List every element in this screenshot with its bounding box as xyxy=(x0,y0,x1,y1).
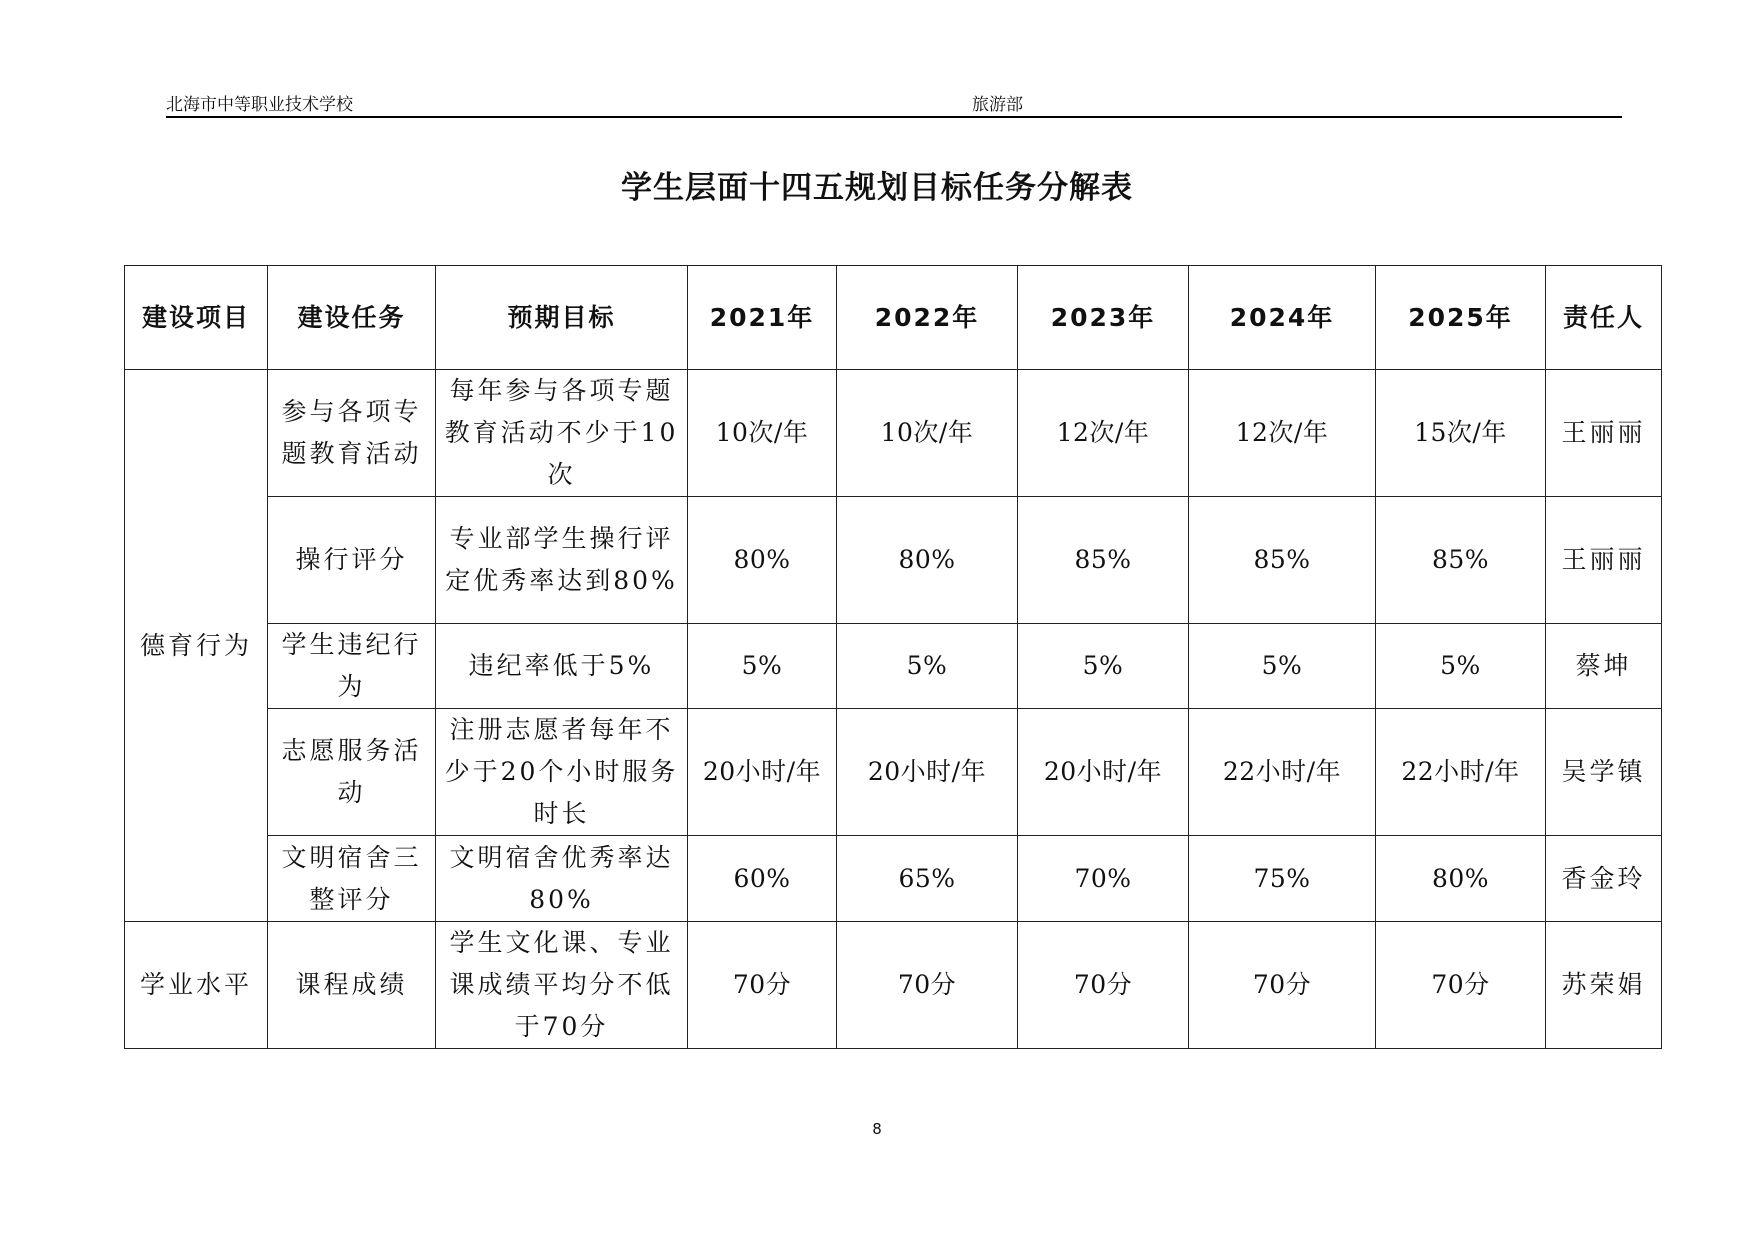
owner-cell: 苏荣娟 xyxy=(1546,922,1662,1049)
goal-cell: 注册志愿者每年不少于20个小时服务时长 xyxy=(436,709,688,836)
year-2021-cell: 10次/年 xyxy=(688,370,837,497)
project-cell: 学业水平 xyxy=(125,922,268,1049)
year-2024-cell: 85% xyxy=(1189,497,1376,624)
year-2024-cell: 12次/年 xyxy=(1189,370,1376,497)
year-2021-cell: 70分 xyxy=(688,922,837,1049)
document-title: 学生层面十四五规划目标任务分解表 xyxy=(621,170,1133,206)
year-2025-cell: 70分 xyxy=(1376,922,1546,1049)
year-2022-cell: 70分 xyxy=(837,922,1018,1049)
goal-cell: 学生文化课、专业课成绩平均分不低于70分 xyxy=(436,922,688,1049)
column-header-owner: 责任人 xyxy=(1546,266,1662,370)
year-2023-cell: 70分 xyxy=(1018,922,1189,1049)
year-2025-cell: 22小时/年 xyxy=(1376,709,1546,836)
year-2022-cell: 10次/年 xyxy=(837,370,1018,497)
task-cell: 参与各项专题教育活动 xyxy=(268,370,436,497)
task-cell: 志愿服务活动 xyxy=(268,709,436,836)
year-2022-cell: 20小时/年 xyxy=(837,709,1018,836)
year-2022-cell: 5% xyxy=(837,624,1018,709)
year-2025-cell: 5% xyxy=(1376,624,1546,709)
table-header-row xyxy=(125,266,1662,370)
page-number: 8 xyxy=(872,1120,882,1138)
table-row xyxy=(125,370,1662,497)
column-header-2024: 2024年 xyxy=(1189,266,1376,370)
year-2021-cell: 20小时/年 xyxy=(688,709,837,836)
year-2023-cell: 70% xyxy=(1018,836,1189,922)
year-2021-cell: 80% xyxy=(688,497,837,624)
goal-cell: 文明宿舍优秀率达80% xyxy=(436,836,688,922)
year-2024-cell: 5% xyxy=(1189,624,1376,709)
task-cell: 操行评分 xyxy=(268,497,436,624)
school-name: 北海市中等职业技术学校 xyxy=(166,95,353,115)
owner-cell: 王丽丽 xyxy=(1546,497,1662,624)
column-header-2021: 2021年 xyxy=(688,266,837,370)
table-row xyxy=(125,624,1662,709)
year-2025-cell: 15次/年 xyxy=(1376,370,1546,497)
task-breakdown-table xyxy=(124,265,1662,1049)
task-cell: 课程成绩 xyxy=(268,922,436,1049)
table-row xyxy=(125,497,1662,624)
year-2025-cell: 85% xyxy=(1376,497,1546,624)
year-2023-cell: 85% xyxy=(1018,497,1189,624)
year-2025-cell: 80% xyxy=(1376,836,1546,922)
column-header-task: 建设任务 xyxy=(268,266,436,370)
page-header xyxy=(166,86,1622,118)
project-cell: 德育行为 xyxy=(125,370,268,922)
year-2021-cell: 5% xyxy=(688,624,837,709)
year-2022-cell: 65% xyxy=(837,836,1018,922)
column-header-2025: 2025年 xyxy=(1376,266,1546,370)
year-2024-cell: 22小时/年 xyxy=(1189,709,1376,836)
goal-cell: 违纪率低于5% xyxy=(436,624,688,709)
year-2023-cell: 20小时/年 xyxy=(1018,709,1189,836)
year-2023-cell: 12次/年 xyxy=(1018,370,1189,497)
column-header-goal: 预期目标 xyxy=(436,266,688,370)
goal-cell: 专业部学生操行评定优秀率达到80% xyxy=(436,497,688,624)
goal-cell: 每年参与各项专题教育活动不少于10次 xyxy=(436,370,688,497)
owner-cell: 蔡坤 xyxy=(1546,624,1662,709)
task-cell: 文明宿舍三整评分 xyxy=(268,836,436,922)
table-row xyxy=(125,836,1662,922)
owner-cell: 吴学镇 xyxy=(1546,709,1662,836)
year-2022-cell: 80% xyxy=(837,497,1018,624)
year-2024-cell: 75% xyxy=(1189,836,1376,922)
year-2024-cell: 70分 xyxy=(1189,922,1376,1049)
table-row xyxy=(125,922,1662,1049)
owner-cell: 王丽丽 xyxy=(1546,370,1662,497)
task-cell: 学生违纪行为 xyxy=(268,624,436,709)
owner-cell: 香金玲 xyxy=(1546,836,1662,922)
year-2023-cell: 5% xyxy=(1018,624,1189,709)
column-header-2023: 2023年 xyxy=(1018,266,1189,370)
department-name: 旅游部 xyxy=(972,95,1023,115)
year-2021-cell: 60% xyxy=(688,836,837,922)
table-row xyxy=(125,709,1662,836)
column-header-project: 建设项目 xyxy=(125,266,268,370)
column-header-2022: 2022年 xyxy=(837,266,1018,370)
